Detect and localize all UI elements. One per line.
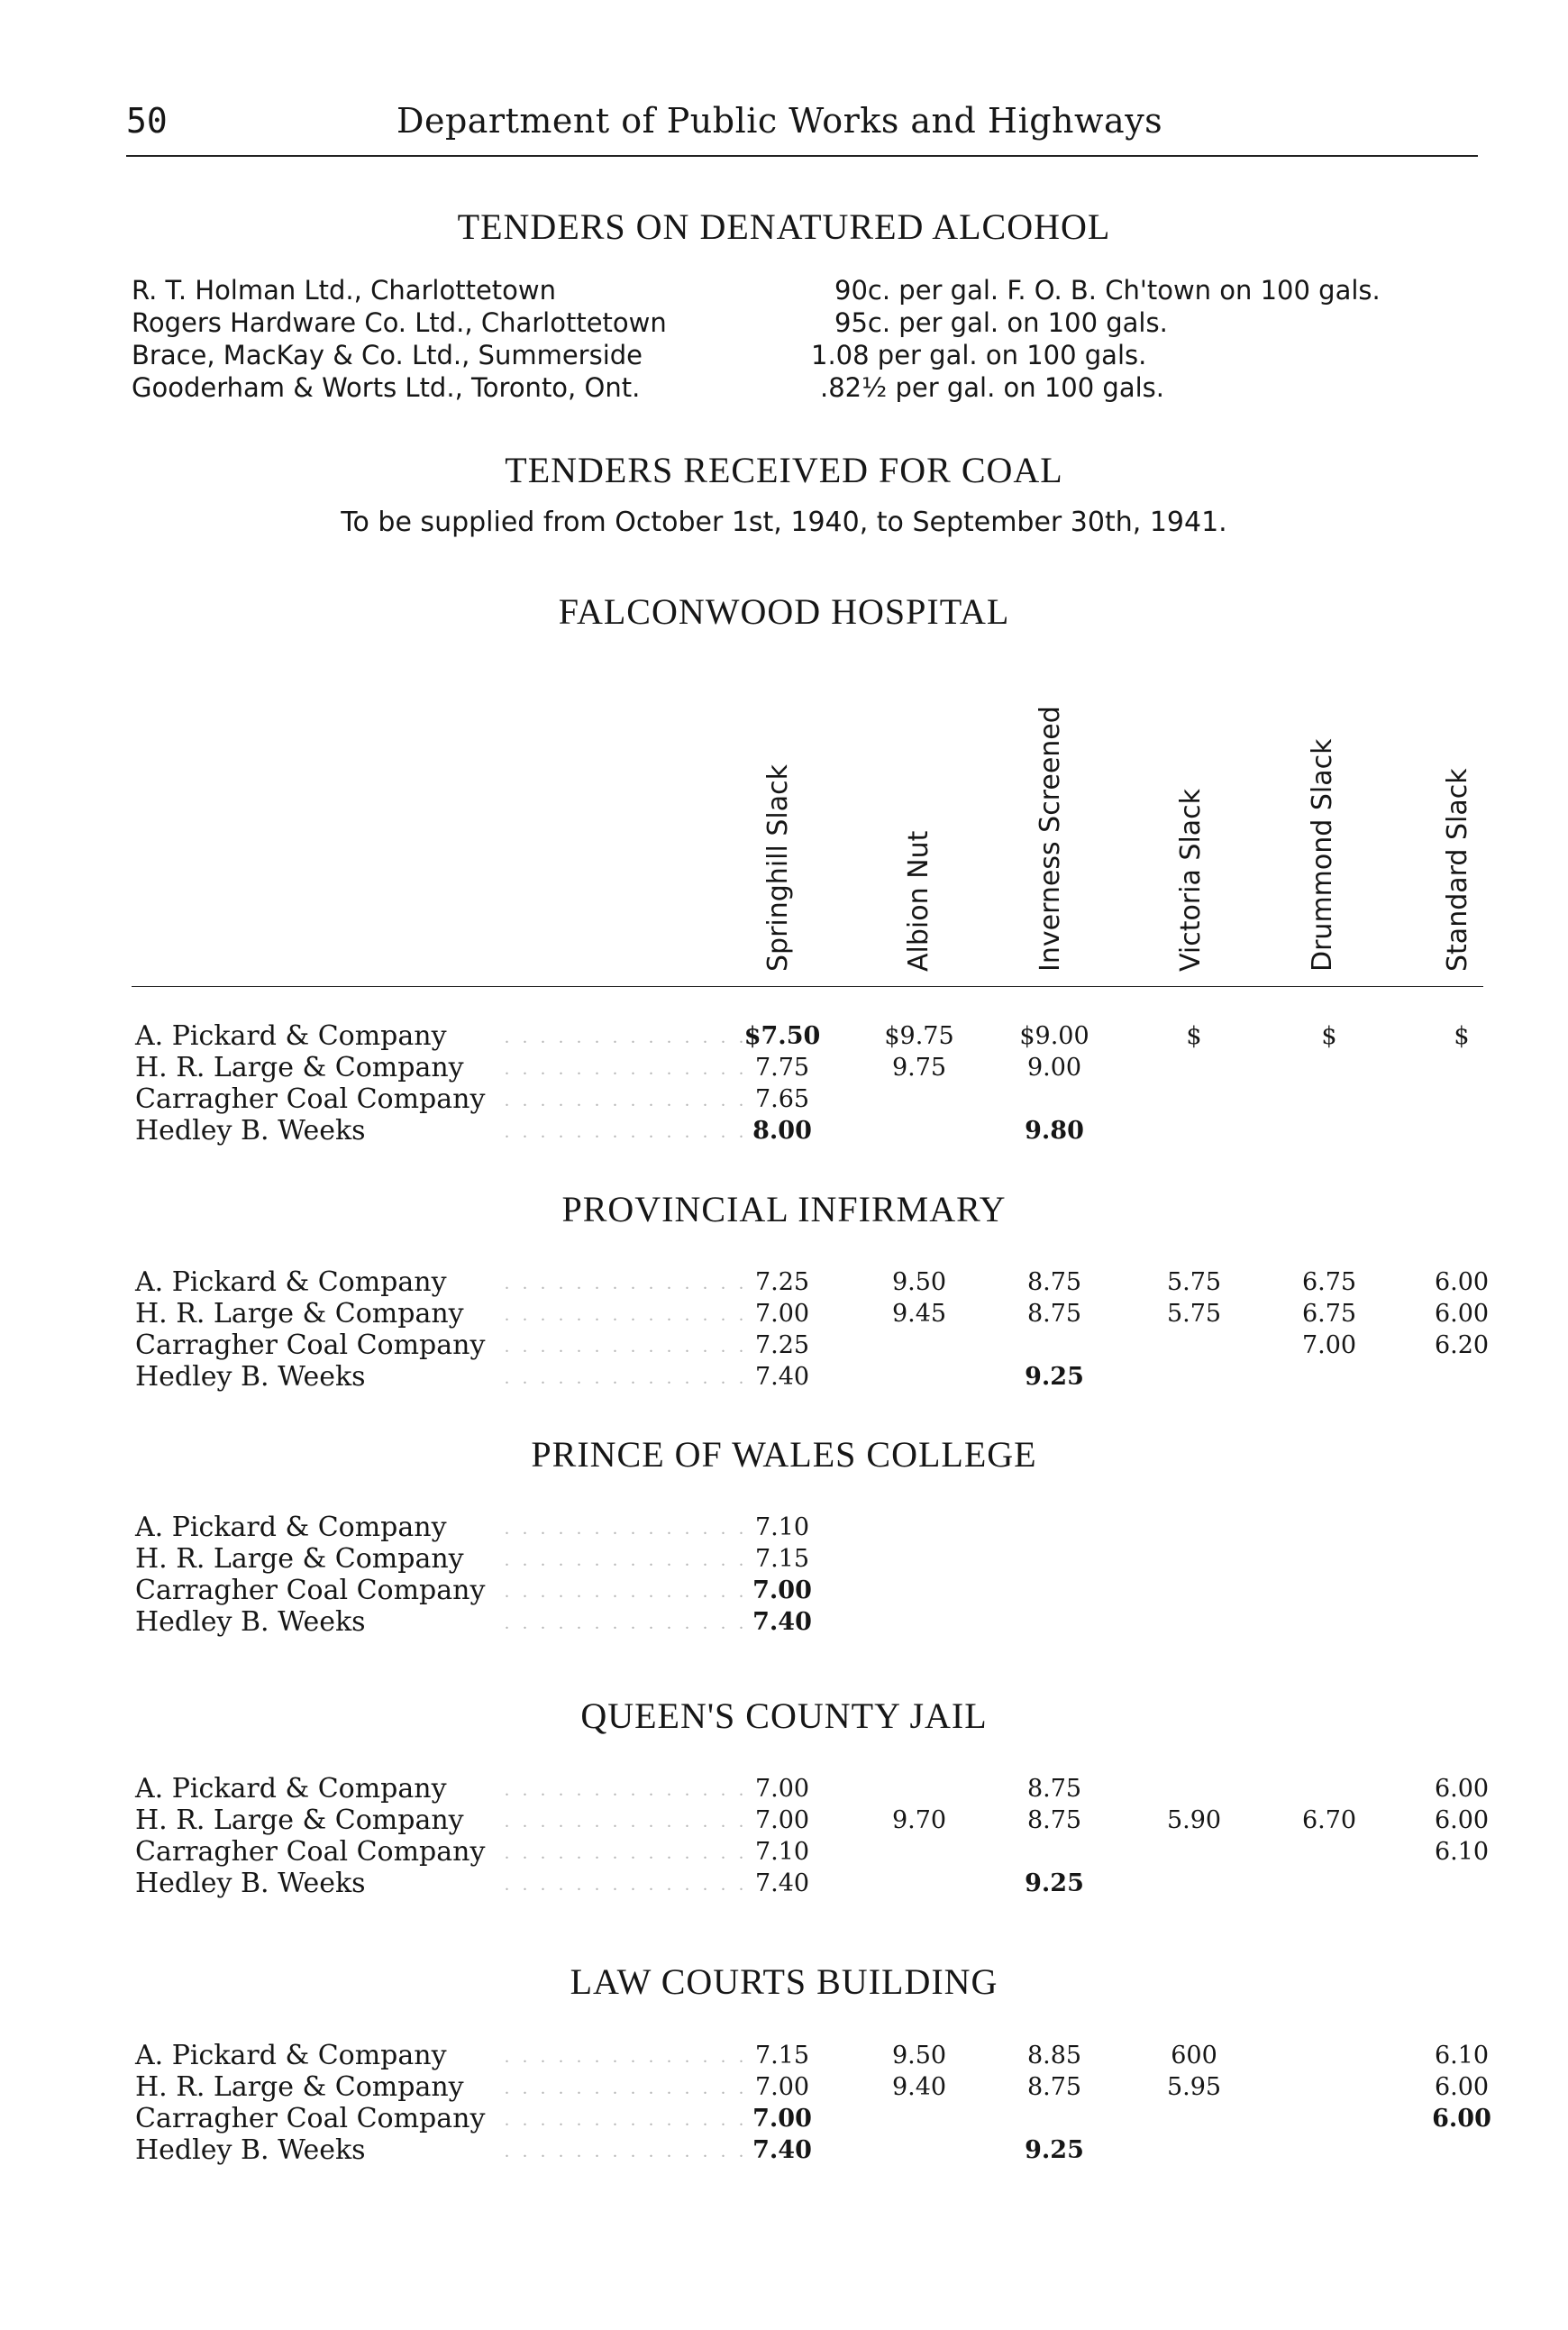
price-cell: 6.00 bbox=[1434, 1775, 1490, 1803]
price-cell: 9.75 bbox=[891, 1054, 947, 1082]
dot-leader: . . . . . . . . . . . . . . bbox=[505, 1337, 748, 1357]
price-cell: 9.80 bbox=[1025, 1117, 1084, 1145]
dot-leader: . . . . . . . . . . . . . . bbox=[505, 1843, 748, 1863]
dot-leader: . . . . . . . . . . . . . . bbox=[505, 1613, 748, 1633]
dot-leader: . . . . . . . . . . . . . . bbox=[505, 1028, 748, 1047]
price-cell: 9.50 bbox=[891, 1268, 947, 1296]
dot-leader: . . . . . . . . . . . . . . bbox=[505, 1059, 748, 1079]
price-cell: 9.45 bbox=[891, 1300, 947, 1328]
alcohol-price: 1.08 per gal. on 100 gals. bbox=[811, 340, 1147, 370]
dot-leader: . . . . . . . . . . . . . . bbox=[505, 2110, 748, 2130]
coal-section-title: TENDERS RECEIVED FOR COAL bbox=[505, 450, 1063, 490]
price-cell: 9.40 bbox=[891, 2073, 947, 2101]
dot-leader: . . . . . . . . . . . . . . bbox=[505, 1274, 748, 1293]
price-cell: 7.10 bbox=[754, 1838, 810, 1866]
price-cell: 7.00 bbox=[754, 1775, 810, 1803]
price-cell: 9.70 bbox=[891, 1806, 947, 1834]
company-name: Carragher Coal Company bbox=[135, 1329, 486, 1361]
dot-leader: . . . . . . . . . . . . . . bbox=[505, 1550, 748, 1570]
dot-leader: . . . . . . . . . . . . . . bbox=[505, 2079, 748, 2098]
company-name: Carragher Coal Company bbox=[135, 1836, 486, 1868]
alcohol-price: 90c. per gal. F. O. B. Ch'town on 100 gals. bbox=[834, 275, 1381, 306]
price-cell: 6.75 bbox=[1301, 1300, 1357, 1328]
column-header-springhill-slack: Springhill Slack bbox=[762, 764, 794, 972]
price-cell: 7.25 bbox=[754, 1268, 810, 1296]
dot-leader: . . . . . . . . . . . . . . bbox=[505, 1812, 748, 1832]
price-cell: $9.00 bbox=[1019, 1022, 1089, 1050]
price-cell: 6.20 bbox=[1434, 1331, 1490, 1359]
alcohol-supplier-name: R. T. Holman Ltd., Charlottetown bbox=[132, 275, 556, 306]
price-cell: 5.75 bbox=[1166, 1268, 1222, 1296]
price-cell: 9.25 bbox=[1025, 1869, 1084, 1897]
price-cell: 7.40 bbox=[752, 2136, 812, 2164]
price-cell: 7.40 bbox=[754, 1869, 810, 1897]
price-cell: 7.15 bbox=[754, 2042, 810, 2070]
column-header-albion-nut: Albion Nut bbox=[903, 830, 934, 972]
company-name: Hedley B. Weeks bbox=[135, 1868, 366, 1899]
price-cell: 7.00 bbox=[752, 2105, 812, 2133]
price-cell: 8.00 bbox=[752, 1117, 812, 1145]
coal-subtitle: To be supplied from October 1st, 1940, to September 30th, 1941. bbox=[341, 507, 1227, 538]
price-cell: 6.00 bbox=[1432, 2105, 1491, 2133]
alcohol-supplier-name: Rogers Hardware Co. Ltd., Charlottetown bbox=[132, 307, 667, 338]
company-name: A. Pickard & Company bbox=[135, 1266, 447, 1298]
dot-leader: . . . . . . . . . . . . . . bbox=[505, 2047, 748, 2067]
price-cell: 7.40 bbox=[752, 1608, 812, 1636]
price-cell: 7.75 bbox=[754, 1054, 810, 1082]
dot-leader: . . . . . . . . . . . . . . bbox=[505, 1122, 748, 1142]
company-name: H. R. Large & Company bbox=[135, 1805, 464, 1836]
header-rule bbox=[126, 155, 1478, 157]
price-cell: 7.00 bbox=[1301, 1331, 1357, 1359]
column-header-rule bbox=[132, 986, 1483, 987]
price-cell: 8.75 bbox=[1026, 2073, 1082, 2101]
price-cell: $7.50 bbox=[743, 1022, 821, 1050]
price-cell: 6.10 bbox=[1434, 1838, 1490, 1866]
company-name: Hedley B. Weeks bbox=[135, 1606, 366, 1638]
coal-location-title: PROVINCIAL INFIRMARY bbox=[561, 1189, 1007, 1229]
price-cell: 8.75 bbox=[1026, 1268, 1082, 1296]
company-name: H. R. Large & Company bbox=[135, 1052, 464, 1083]
company-name: A. Pickard & Company bbox=[135, 1020, 447, 1052]
dot-leader: . . . . . . . . . . . . . . bbox=[505, 2142, 748, 2161]
price-cell: 6.00 bbox=[1434, 1806, 1490, 1834]
dot-leader: . . . . . . . . . . . . . . bbox=[505, 1875, 748, 1895]
price-cell: 7.25 bbox=[754, 1331, 810, 1359]
price-cell: 9.25 bbox=[1025, 2136, 1084, 2164]
company-name: A. Pickard & Company bbox=[135, 1773, 447, 1805]
price-cell: 6.00 bbox=[1434, 1300, 1490, 1328]
price-cell: $ bbox=[1321, 1022, 1337, 1050]
company-name: H. R. Large & Company bbox=[135, 2071, 464, 2103]
price-cell: 6.00 bbox=[1434, 2073, 1490, 2101]
alcohol-section-title: TENDERS ON DENATURED ALCOHOL bbox=[457, 206, 1111, 247]
price-cell: 7.40 bbox=[754, 1363, 810, 1391]
alcohol-supplier-name: Brace, MacKay & Co. Ltd., Summerside bbox=[132, 340, 643, 370]
price-cell: 600 bbox=[1171, 2042, 1217, 2070]
company-name: Hedley B. Weeks bbox=[135, 2134, 366, 2166]
price-cell: 8.75 bbox=[1026, 1775, 1082, 1803]
company-name: A. Pickard & Company bbox=[135, 1512, 447, 1543]
company-name: Carragher Coal Company bbox=[135, 1083, 486, 1115]
company-name: Hedley B. Weeks bbox=[135, 1361, 366, 1393]
price-cell: 6.70 bbox=[1301, 1806, 1357, 1834]
company-name: Carragher Coal Company bbox=[135, 2103, 486, 2134]
page-number: 50 bbox=[126, 101, 168, 141]
company-name: Carragher Coal Company bbox=[135, 1575, 486, 1606]
dot-leader: . . . . . . . . . . . . . . bbox=[505, 1519, 748, 1539]
column-header-victoria-slack: Victoria Slack bbox=[1175, 788, 1207, 972]
price-cell: 5.95 bbox=[1166, 2073, 1222, 2101]
price-cell: 8.75 bbox=[1026, 1300, 1082, 1328]
price-cell: 8.75 bbox=[1026, 1806, 1082, 1834]
price-cell: 7.10 bbox=[754, 1513, 810, 1541]
coal-location-title: LAW COURTS BUILDING bbox=[570, 1961, 998, 2002]
price-cell: 5.75 bbox=[1166, 1300, 1222, 1328]
price-cell: 6.00 bbox=[1434, 1268, 1490, 1296]
price-cell: 7.65 bbox=[754, 1085, 810, 1113]
dot-leader: . . . . . . . . . . . . . . bbox=[505, 1582, 748, 1602]
company-name: A. Pickard & Company bbox=[135, 2040, 447, 2071]
price-cell: 9.50 bbox=[891, 2042, 947, 2070]
alcohol-supplier-name: Gooderham & Worts Ltd., Toronto, Ont. bbox=[132, 372, 641, 403]
company-name: Hedley B. Weeks bbox=[135, 1115, 366, 1147]
price-cell: 7.00 bbox=[752, 1576, 812, 1604]
dot-leader: . . . . . . . . . . . . . . bbox=[505, 1368, 748, 1388]
alcohol-price: .82½ per gal. on 100 gals. bbox=[820, 372, 1164, 403]
column-header-standard-slack: Standard Slack bbox=[1442, 768, 1473, 972]
price-cell: 9.00 bbox=[1026, 1054, 1082, 1082]
price-cell: $ bbox=[1454, 1022, 1470, 1050]
price-cell: 9.25 bbox=[1025, 1363, 1084, 1391]
price-cell: $ bbox=[1186, 1022, 1202, 1050]
dot-leader: . . . . . . . . . . . . . . bbox=[505, 1305, 748, 1325]
price-cell: 5.90 bbox=[1166, 1806, 1222, 1834]
price-cell: $9.75 bbox=[884, 1022, 954, 1050]
price-cell: 6.10 bbox=[1434, 2042, 1490, 2070]
price-cell: 7.00 bbox=[754, 1806, 810, 1834]
company-name: H. R. Large & Company bbox=[135, 1298, 464, 1329]
price-cell: 7.00 bbox=[754, 2073, 810, 2101]
price-cell: 7.15 bbox=[754, 1545, 810, 1573]
running-title: Department of Public Works and Highways bbox=[397, 101, 1163, 141]
company-name: H. R. Large & Company bbox=[135, 1543, 464, 1575]
coal-location-title: FALCONWOOD HOSPITAL bbox=[558, 591, 1010, 632]
column-header-inverness-screened: Inverness Screened bbox=[1035, 706, 1066, 972]
dot-leader: . . . . . . . . . . . . . . bbox=[505, 1091, 748, 1110]
price-cell: 6.75 bbox=[1301, 1268, 1357, 1296]
dot-leader: . . . . . . . . . . . . . . bbox=[505, 1780, 748, 1800]
alcohol-price: 95c. per gal. on 100 gals. bbox=[834, 307, 1168, 338]
coal-location-title: QUEEN'S COUNTY JAIL bbox=[580, 1695, 988, 1736]
column-header-drummond-slack: Drummond Slack bbox=[1307, 738, 1338, 972]
price-cell: 8.85 bbox=[1026, 2042, 1082, 2070]
price-cell: 7.00 bbox=[754, 1300, 810, 1328]
coal-location-title: PRINCE OF WALES COLLEGE bbox=[531, 1434, 1037, 1475]
